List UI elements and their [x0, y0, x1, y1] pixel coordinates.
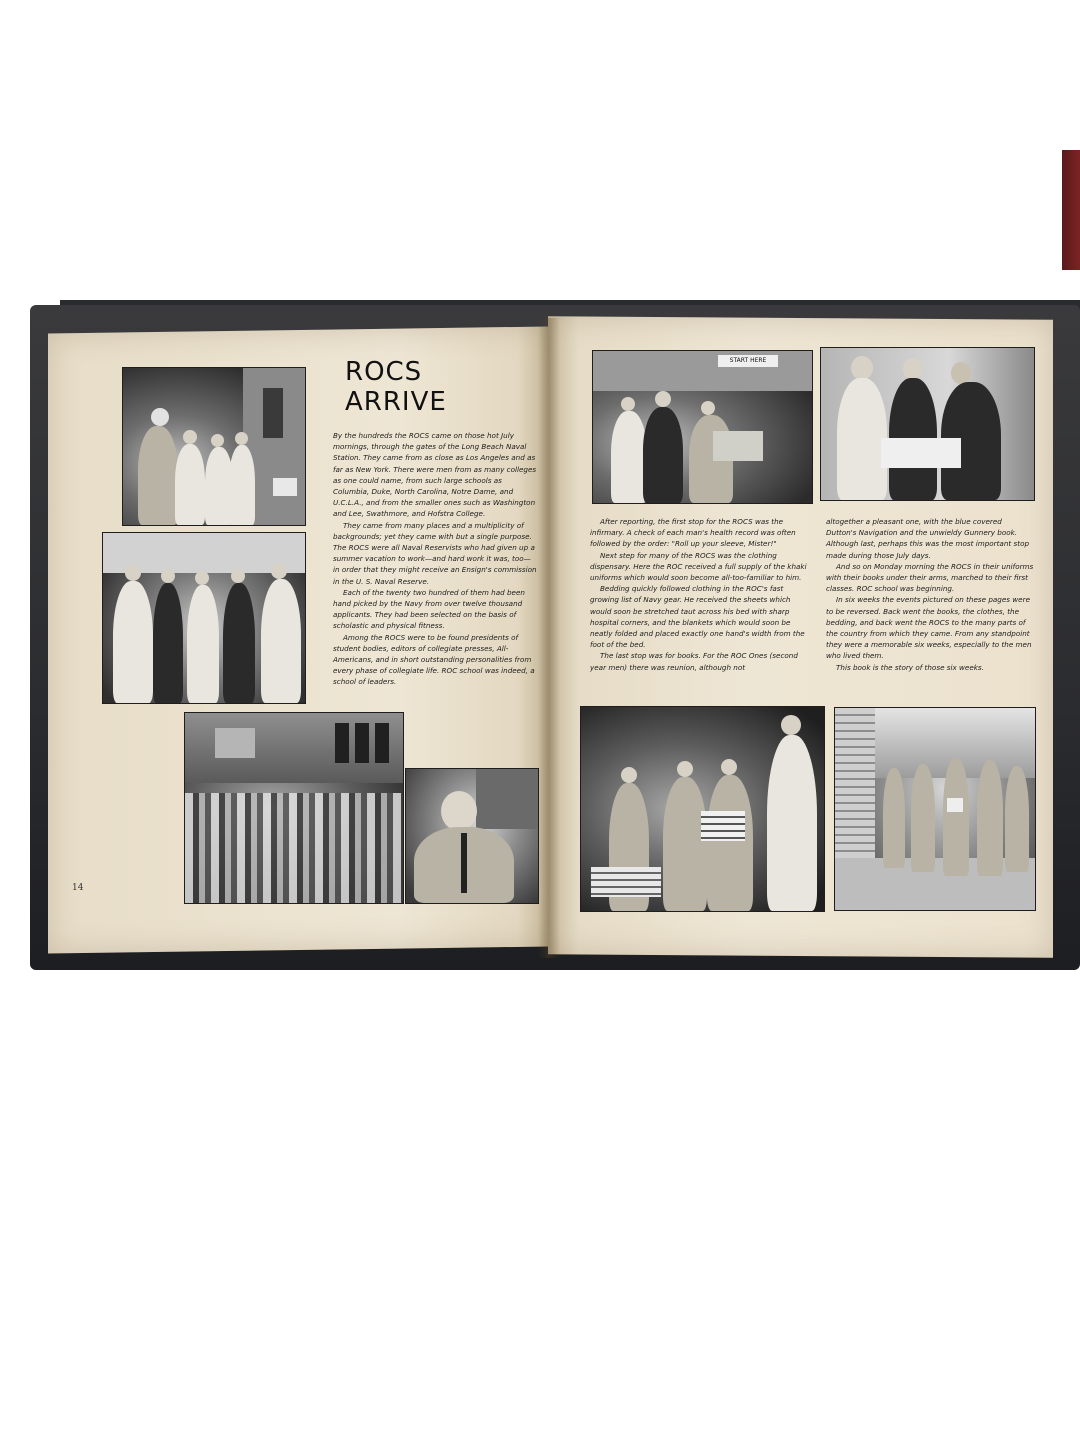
right-paragraph: After reporting, the first stop for the ROCS was the infirmary. A check of each man's health record was often followed by the order: "Roll up your sleeve, Mister!" — [590, 517, 796, 549]
photo-phone-call — [405, 768, 539, 904]
photo-bedding-issue — [820, 347, 1035, 501]
right-paragraph: And so on Monday morning the ROCS in their uniforms with their books under their arms, marched to their first classes. ROC school was beginning. — [826, 561, 1034, 594]
right-paragraph: This book is the story of those six weeks. — [836, 662, 984, 672]
book-gutter — [538, 318, 560, 958]
photo-marching-classes — [834, 707, 1036, 911]
title-line-2: ARRIVE — [345, 387, 447, 417]
left-paragraph: By the hundreds the ROCS came on those hot July mornings, through the gates of the Long Beach Naval Station. They came from as close as Los Angeles and as far as New York. There were men from as many colleges as one could name, from such large schools as Columbia, Duke, North Carolina, Notre Dame, and U.C.L.A., and from the smaller ones such as Washington and Lee, Swathmore, and Hofstra College. — [333, 431, 537, 519]
right-paragraph: altogether a pleasant one, with the blue covered Dutton's Navigation and the unwieldy Gunnery book. Although last, perhaps this was the most important stop made during those July days. — [826, 517, 1030, 560]
book-spine — [1062, 150, 1080, 270]
page-number: 14 — [72, 883, 84, 893]
title-line-1: ROCS — [345, 357, 423, 387]
photo-clothing-dispensary — [592, 350, 813, 504]
photo-arrival-line — [122, 367, 306, 526]
article-title — [345, 357, 515, 417]
right-paragraph: In six weeks the events pictured on these pages were to be reversed. Back went the books, the clothes, the bedding, and back went the ROCS to the many parts of the country from which they came. From any standpoint they were a memorable six weeks, especially to the men who lived them. — [826, 595, 1032, 661]
left-paragraph: Among the ROCS were to be found presidents of student bodies, editors of collegiate presses, All-Americans, and in short outstanding personalities from every phase of collegiate life. ROC school was indeed, a school of leaders. — [333, 632, 535, 687]
right-paragraph: Bedding quickly followed clothing in the ROC's fast growing list of Navy gear. He received the sheets which would soon be stretched taut across his bed with sharp hospital corners, and the blankets which would soon be neatly folded and placed exactly one hand's width from the foot of the bed. — [590, 584, 805, 650]
right-paragraph: The last stop was for books. For the ROC Ones (second year men) there was reunion, although not — [590, 651, 798, 672]
left-paragraph: Each of the twenty two hundred of them had been hand picked by the Navy from over twelve thousand applicants. They had been selected on the basis of scholastic and physical fitness. — [333, 587, 525, 631]
left-text-column — [333, 430, 537, 688]
start-here-sign: START HERE — [718, 355, 778, 367]
photo-infirmary-shots — [102, 532, 306, 704]
right-paragraph: Next step for many of the ROCS was the clothing dispensary. Here the ROC received a full supply of the khaki uniforms which would soon become all-too-familiar to him. — [590, 550, 807, 583]
left-paragraph: They came from many places and a multiplicity of backgrounds; yet they came with but a single purpose. The ROCS were all Naval Reservists who had given up a summer vacation to work—and hard work it was, too—in order that they might receive an Ensign's commission in the U. S. Naval Reserve. — [333, 520, 537, 586]
photo-gym-crowd — [184, 712, 404, 904]
right-text-column-b — [826, 516, 1034, 673]
right-text-column-a — [590, 516, 808, 673]
photo-books-issue — [580, 706, 825, 912]
